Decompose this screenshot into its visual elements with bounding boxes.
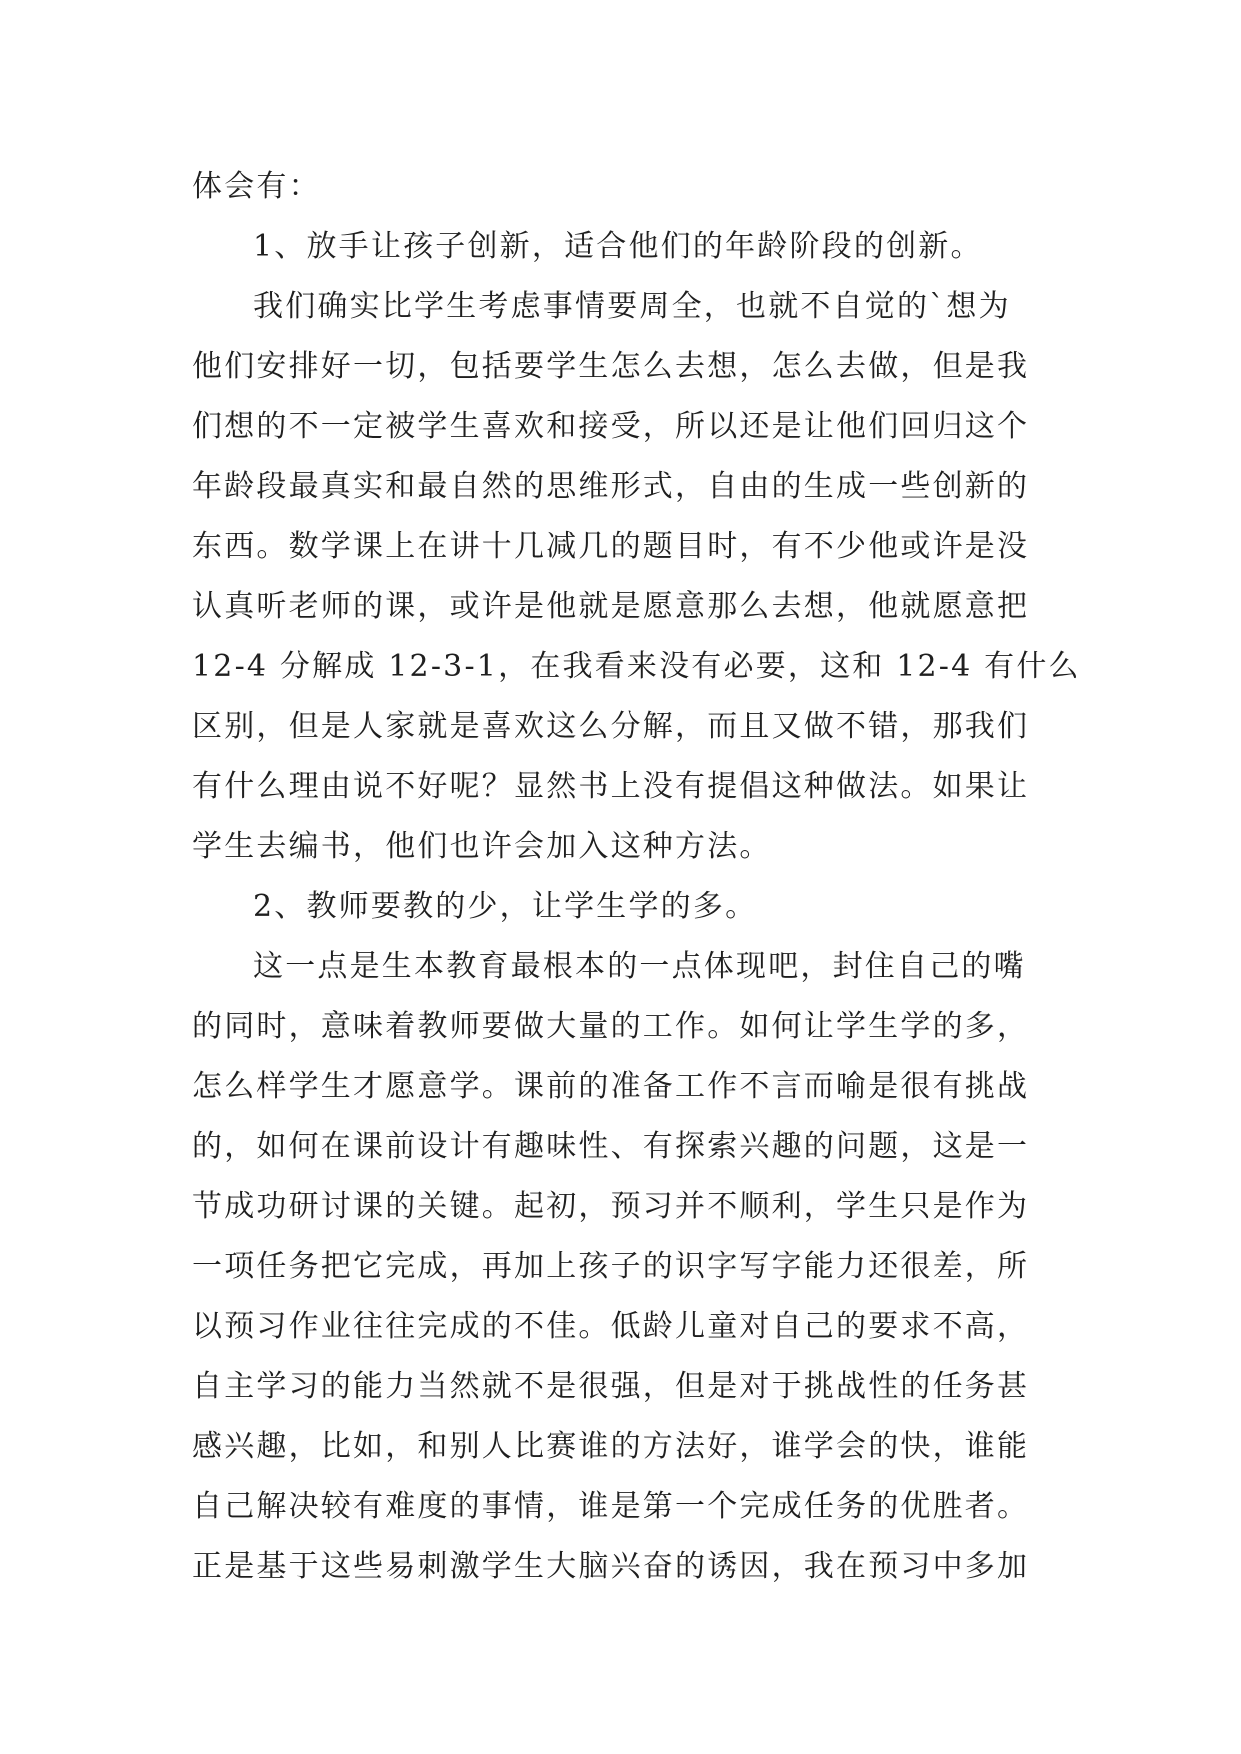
text-line: 自主学习的能力当然就不是很强，但是对于挑战性的任务甚 [192,1369,1030,1404]
text-line: 怎么样学生才愿意学。课前的准备工作不言而喻是很有挑战 [192,1069,1030,1104]
text-line: 1、放手让孩子创新，适合他们的年龄阶段的创新。 [253,229,983,264]
text-line: 区别，但是人家就是喜欢这么分解，而且又做不错，那我们 [192,709,1030,744]
text-line: 年龄段最真实和最自然的思维形式，自由的生成一些创新的 [192,469,1030,504]
text-line: 2、教师要教的少，让学生学的多。 [253,889,758,924]
text-line: 感兴趣，比如，和别人比赛谁的方法好，谁学会的快，谁能 [192,1429,1030,1464]
text-line: 的同时，意味着教师要做大量的工作。如何让学生学的多， [192,1009,1030,1044]
text-line: 这一点是生本教育最根本的一点体现吧，封住自己的嘴 [253,949,1026,984]
text-line: 一项任务把它完成，再加上孩子的识字写字能力还很差，所 [192,1249,1030,1284]
text-line: 学生去编书，他们也许会加入这种方法。 [192,829,772,864]
text-line: 我们确实比学生考虑事情要周全，也就不自觉的`想为 [253,289,1011,324]
text-line: 正是基于这些易刺激学生大脑兴奋的诱因，我在预习中多加 [192,1549,1030,1584]
text-line: 认真听老师的课，或许是他就是愿意那么去想，他就愿意把 [192,589,1030,624]
text-line: 的，如何在课前设计有趣味性、有探索兴趣的问题，这是一 [192,1129,1030,1164]
text-line: 有什么理由说不好呢？显然书上没有提倡这种做法。如果让 [192,769,1030,804]
text-line: 12-4 分解成 12-3-1，在我看来没有必要，这和 12-4 有什么 [192,649,1081,684]
text-line: 节成功研讨课的关键。起初，预习并不顺利，学生只是作为 [192,1189,1030,1224]
text-line: 以预习作业往往完成的不佳。低龄儿童对自己的要求不高， [192,1309,1030,1344]
text-line: 他们安排好一切，包括要学生怎么去想，怎么去做，但是我 [192,349,1030,384]
text-line: 体会有： [192,169,321,204]
text-line: 东西。数学课上在讲十几减几的题目时，有不少他或许是没 [192,529,1030,564]
text-line: 们想的不一定被学生喜欢和接受，所以还是让他们回归这个 [192,409,1030,444]
text-line: 自己解决较有难度的事情，谁是第一个完成任务的优胜者。 [192,1489,1030,1524]
